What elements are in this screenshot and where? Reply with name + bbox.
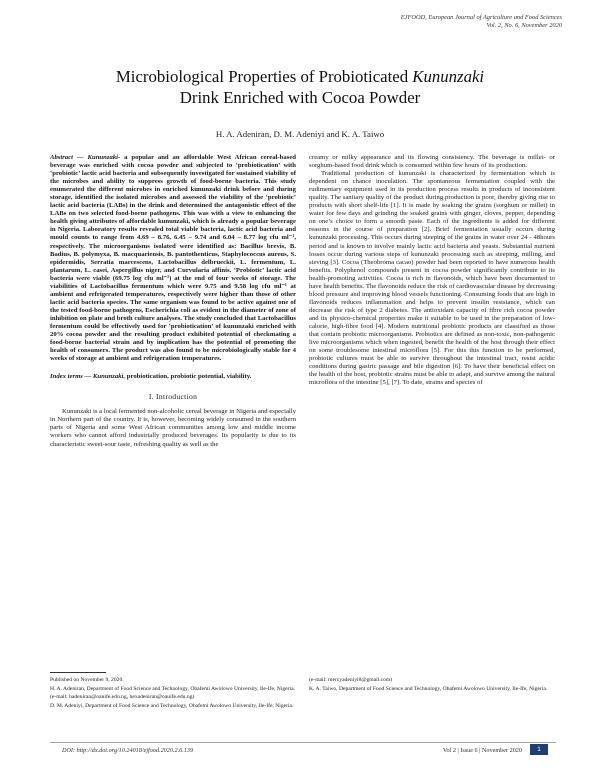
title-line1-italic: Kununzaki bbox=[412, 67, 485, 86]
footnote: H. A. Adeniran, Department of Food Science and Technology, Obafemi Awolowo University, Ile-Ife, Nigeria. bbox=[50, 685, 295, 692]
abstract-lead: Abstract — Kununzaki- bbox=[50, 154, 121, 161]
section-heading-introduction: I. Introduction bbox=[148, 392, 198, 402]
abstract bbox=[50, 154, 296, 363]
footnote: K. A. Taiwo, Department of Food Science and Technology, Obafemi Awolowo University, Ile-Ife, Nigeria. bbox=[309, 685, 548, 692]
issue-info: Vol 2 | Issue 6 | November 2020 bbox=[442, 747, 522, 754]
right-column bbox=[309, 154, 555, 387]
journal-header bbox=[401, 14, 562, 31]
footnote: (e-mail: mercyadeniyi8@gmail.com) bbox=[309, 677, 393, 683]
footnote: D. M. Adeniyi, Department of Food Science and Technology, Obafemi Awolowo University, Ile-Ife, Nigeria. bbox=[50, 702, 294, 709]
journal-volume: Vol. 2, No. 6, November 2020 bbox=[486, 22, 562, 30]
body-paragraph: Traditional production of kununzaki is characterized by fermentation which is dependent on chance inoculation. The spontaneous fermentation coupled with the rudimentary equipment used in its production process results in products of inconsistent quality. The sanitary quality of the product during production is poor, thereby giving rise to products with short shelf-life [1]. It is made by soaking the grains (sorghum or millet) in water for few days and grinding the soaked grains with ginger, cloves, pepper, depending on one’s choice to form a smooth paste. Each of the ingredients is added for different reasons in the course of preparation [2]. Brief fermentation usually occurs during kununzaki processing. This occurs during steeping of the grains in water over 24 - 48hours period and is known to involve mainly lactic acid bacteria and yeasts. Substantial nutrient losses occur during various steps of kununzaki processing such as steeping, milling, and sieving [3]. Cocoa (Theobroma cacao) powder had been reported to have numerous health benefits. Polyphenol compounds present in cocoa powder significantly contribute to its health-promoting activities. Cocoa is rich in flavonoids, which have been documented to have health benefits. The flavonoids reduce the risk of cardiovascular disease by decreasing blood pressure and improving blood vessels functioning. Consuming foods that are high in flavonoids reduces inflammation and helps to prevent insulin resistance, which can decrease the risk of type 2 diabetes. The antioxidant capacity of fibre rich cocoa powder and its physico-chemical properties make it suitable to be used in the preparation of low-calorie, high-fibre food [4]. Modern nutritional probiotic products are classified as those that contain probiotic microorganisms. Probiotics are defined as non-toxic, non-pathogenic live microorganisms which when ingested, benefit the health of the host through their effect on some troublesome intestinal microflora [5]. For this this function to be performed, probiotic cultures must be able to survive throughout the intestinal tract, resist acidic conditions during gastric passage and bile digestion [6]. To have their beneficial effect on the health of the host, probiotic strains must be able to adapt, and survive among the natural microflora of the intestine [5], [7]. To date, strains and species of bbox=[309, 170, 555, 387]
title-line1-prefix: Microbiological Properties of Probioticated bbox=[115, 67, 413, 86]
index-terms bbox=[50, 373, 296, 381]
footnotes-right bbox=[309, 677, 555, 694]
page-number: 1 bbox=[530, 744, 548, 755]
footer-divider bbox=[50, 742, 556, 743]
footnotes-left bbox=[50, 672, 296, 711]
footnote: Published on November 9, 2020. bbox=[50, 677, 124, 683]
abstract-body: a popular and an affordable West African cereal-based beverage was enriched with cocoa powder and subjected to ‘probiotication’ with ‘probiotic’ lactic acid bacteria and subsequently investigated for sustained viability of the microbes and ability to suppress growth of food-borne bacteria. This study enumerated the different microbes in enriched kununzaki drink before and during storage, identified the isolated microbes and assessed the viability of the ‘probiotic’ lactic acid bacteria (LABs) in the drink and determined the antagonistic effect of the LABs on two selected food-borne pathogens. This was with a view to enhancing the health giving attributes of affordable kununzaki, which is already a popular beverage in Nigeria. Laboratory results revealed total viable bacteria, lactic acid bacteria and mould counts to range from 4.69 – 8.76, 6.45 – 9.74 and 6.04 – 8.77 log cfu ml⁻¹, respectively. The microorganisms isolated were identified as: Bacillus brevis, B. Badius, B. polymyxa, B. macquariensis, B. pantothenticus, Staphylococcus aureus, S. epidermidis, Serratia marcescens, Lactobacillus delbrueckii, L. fermentum, L. plantarum, L. casei, Aspergillus niger, and Curvularia affinis. ‘Probiotic’ lactic acid bacteria were viable (69.75 log cfu ml⁻¹) at the end of four weeks of storage. The viabilities of Lactobacillus fermentum which were 9.75 and 9.58 log cfu ml⁻¹ at ambient and refrigerated temperatures, respectively were higher than those of other lactic acid bacteria species. The same organism was found to be active against one of the tested food-borne pathogens, Escherichia coli as evident in the diameter of zone of inhibition on plate and broth culture analyses. The study concluded that Lactobacillus fermentum could be effectively used for ‘probiotication’ of kununzaki enriched with 20% cocoa powder and the resulting product exhibited potential of checkmating a food-borne bacterial strain and by implication has the potential of promoting the health of consumers. The product was also found to be microbiologically stable for 4 weeks of storage at ambient and refrigeration temperatures. bbox=[50, 154, 297, 363]
journal-name: EJFOOD, European Journal of Agriculture and Food Sciences bbox=[400, 14, 562, 21]
intro-paragraph: Kununzaki is a local fermented non-alcoholic cereal beverage in Nigeria and especially in Northern part of the country. It is, however, becoming widely consumed in the southern parts of Nigeria and some West African communities among low and middle income workers who cannot afford industrially produced beverages. Its popularity is due to its characteristic sweet-sour taste, refreshing quality as well as the bbox=[50, 408, 296, 448]
author-list: H. A. Adeniran, D. M. Adeniyi and K. A. Taiwo bbox=[215, 129, 385, 139]
title-line2: Drink Enriched with Cocoa Powder bbox=[179, 88, 421, 107]
footnote: (e-mail: hadeniran@oauife.edu.ng, hexadeniran@oauife.edu.ng) bbox=[50, 694, 195, 700]
index-terms-lead: Index terms — Kununzaki, bbox=[50, 373, 126, 381]
left-column bbox=[50, 154, 296, 449]
intro-paragraph-continued: creamy or milky appearance and its flowing consistency. The beverage is millet- or sorghum-based food drink which is consumed within few hours of its production. bbox=[309, 154, 555, 170]
index-terms-body: probiotication, probiotic potential, viability. bbox=[126, 373, 252, 381]
footnote-rule bbox=[50, 672, 106, 673]
paper-title bbox=[40, 66, 560, 108]
doi-link[interactable]: DOI: http://dx.doi.org/10.24018/ejfood.2020.2.6.139 bbox=[62, 747, 194, 754]
